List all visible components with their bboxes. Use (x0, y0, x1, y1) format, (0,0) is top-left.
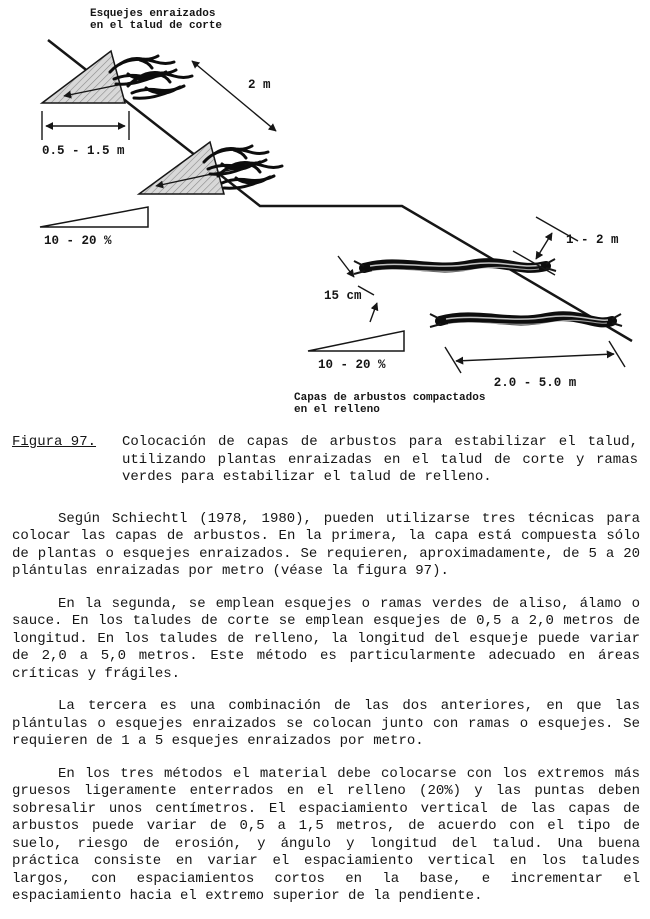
dim-length-fill-group (445, 341, 625, 390)
figure-caption (12, 434, 638, 487)
brush-layer-bundle-lower (430, 314, 622, 327)
paragraph-4: En los tres métodos el material debe colocarse con los extremos más gruesos ligeramente enterrados en el relleno (20%) y las puntas deben sobresalir unos centímetros. El espaciamiento vertical de las capas de arbustos puede variar de 0,5 a 1,5 metros, de acuerdo con el tipo de suelo, riesgo de erosión, y ángulo y longitud del talud. Una buena práctica consiste en variar el espaciamiento vertical en los taludes largos, con espaciamientos cortos en la base, e incrementar el espaciamiento hacia el extremo superior de la pendiente. (12, 765, 640, 904)
dim-spacing-fill: 1 - 2 m (566, 233, 619, 247)
paragraph-1: Según Schiechtl (1978, 1980), pueden utilizarse tres técnicas para colocar las capas de arbustos. En la primera, la capa está compuesta sólo de plantas o esquejes enraizados. Se requieren, aproximadamente, de 5 a 20 plántulas enraizadas por metro (véase la figura 97). (12, 510, 640, 579)
plant-tuft (110, 56, 174, 84)
fill-slope-brush-label (294, 392, 485, 416)
slope-diagram-svg (12, 0, 640, 420)
brush-layer-bundle-upper (354, 259, 556, 274)
cut-bench-upper (42, 51, 125, 103)
paragraph-2: En la segunda, se emplean esquejes o ramas verdes de aliso, álamo o sauce. En los taludes de corte se emplean esquejes de 0,5 a 2,0 metros de longitud. En los taludes de relleno, la longitud del esqueje puede variar de 2,0 a 5,0 metros. Este método es particularmente adecuado en áreas críticas y frágiles. (12, 595, 640, 682)
cuttings-label-line2: en el talud de corte (90, 20, 223, 32)
grade-indicator-lower (308, 331, 404, 372)
figure-97-diagram (12, 0, 640, 420)
brush-label-line2: en el relleno (294, 404, 380, 416)
grade-fill-label: 10 - 20 % (318, 358, 386, 372)
cuttings-label-line1: Esquejes enraizados (90, 8, 216, 20)
grade-cut-label: 10 - 20 % (44, 234, 112, 248)
paragraph-3: La tercera es una combinación de las dos anteriores, en que las plántulas o esquejes enraizados se colocan junto con ramas o esquejes. Se requieren de 1 a 5 esquejes enraizados por metro. (12, 698, 640, 749)
figure-caption-text: Colocación de capas de arbustos para estabilizar el talud, utilizando plantas enraizadas en el talud de corte y ramas verdes para estabilizar el talud de relleno. (122, 434, 638, 485)
brush-label-line1: Capas de arbustos compactados (294, 392, 486, 404)
dim-spacing-cut: 2 m (248, 78, 271, 92)
cut-slope-cuttings-label (90, 8, 222, 32)
dim-spacing-cut-group (192, 61, 276, 131)
figure-caption-label: Figura 97. (12, 434, 97, 450)
dim-length-cut: 0.5 - 1.5 m (42, 144, 125, 158)
grade-indicator-upper (40, 207, 148, 248)
dim-length-cut-group (42, 111, 129, 158)
dim-length-fill: 2.0 - 5.0 m (493, 376, 577, 390)
dim-protrusion: 15 cm (324, 289, 362, 303)
